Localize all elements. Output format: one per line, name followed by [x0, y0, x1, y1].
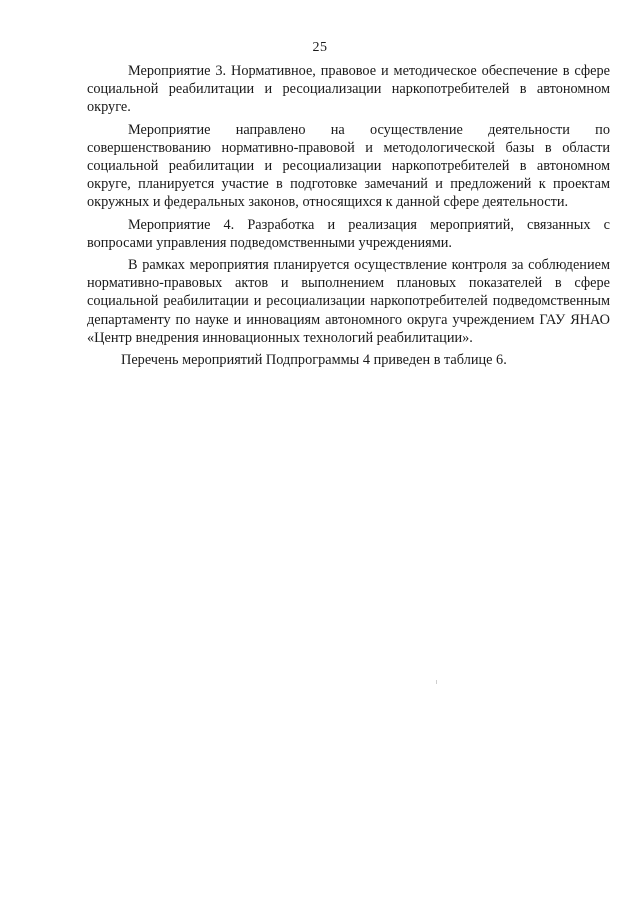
paragraph-measures-list-reference: Перечень мероприятий Подпрограммы 4 приведен в таблице 6. [121, 352, 507, 369]
page-number: 25 [312, 40, 328, 55]
paragraph-measure-4: Мероприятие 4. Разработка и реализация мероприятий, связанных с вопросами управления подведомственными учреждениями. [87, 216, 610, 251]
paragraph-measure-3: Мероприятие 3. Нормативное, правовое и методическое обеспечение в сфере социальной реабилитации и ресоциализации наркопотребителей в автономном округе. [87, 63, 610, 116]
paragraph-measure-3-description: Мероприятие направлено на осуществление деятельности по совершенствованию нормативно-правовой и методологической базы в области социальной реабилитации и ресоциализации наркопотребителей в автономном округе, планируется участие в подготовке замечаний и предложений к проектам окружных и федеральных законов, относящихся к данной сфере деятельности. [87, 121, 610, 211]
document-body [87, 62, 610, 369]
scan-artifact [436, 680, 437, 684]
paragraph-measure-4-description: В рамках мероприятия планируется осуществление контроля за соблюдением нормативно-правовых актов и выполнением плановых показателей в сфере социальной реабилитации и ресоциализации наркопотребителей подведомственным департаменту по науке и инновациям автономного округа учреждением ГАУ ЯНАО «Центр внедрения инновационных технологий реабилитации». [87, 257, 610, 346]
